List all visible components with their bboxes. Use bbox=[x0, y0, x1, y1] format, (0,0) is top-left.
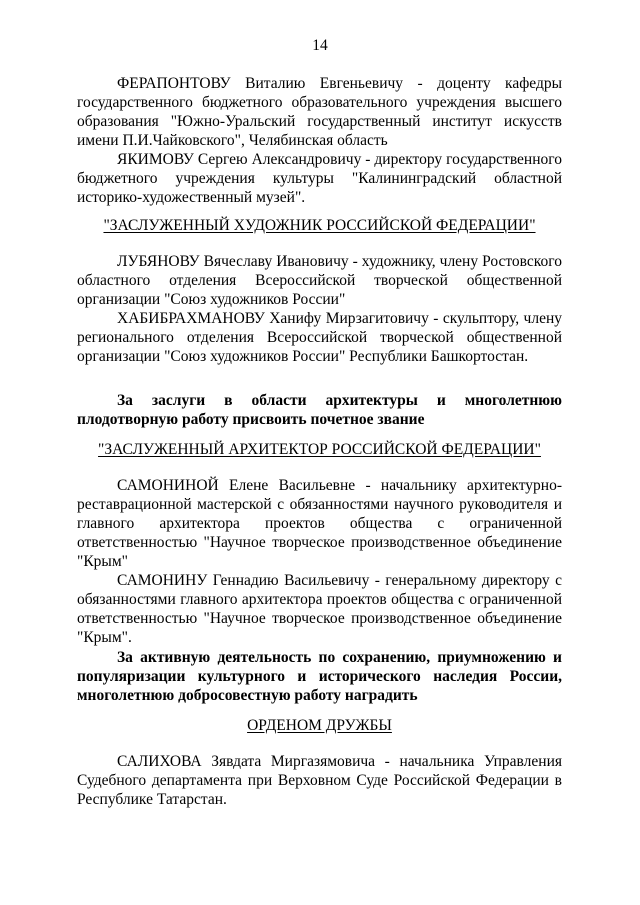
awardee-ferapontov: ФЕРАПОНТОВУ Виталию Евгеньевичу - доценту кафедры государственного бюджетного образовательного учреждения высшего образования "Южно-Уральский государственный институт искусств имени П.И.Чайковского", Челябинская область bbox=[77, 75, 562, 149]
decree-architecture bbox=[77, 391, 562, 429]
awardees-block-2 bbox=[77, 252, 562, 366]
title-order-of-friendship-text: ОРДЕНОМ ДРУЖБЫ bbox=[247, 717, 392, 734]
awardee-khabibrakhmanov: ХАБИБРАХМАНОВУ Ханифу Мирзагитовичу - скульптору, члену регионального отделения Всероссийской творческой общественной организации "Союз художников России" Республики Башкортостан. bbox=[77, 310, 562, 365]
awardee-samonina: САМОНИНОЙ Елене Васильевне - начальнику архитектурно-реставрационной мастерской с обязанностями научного руководителя и главного архитектора проектов общества с ограниченной ответственностью "Научное творческое производственное объединение "Крым" bbox=[77, 477, 562, 570]
awardees-block-1 bbox=[77, 74, 562, 207]
title-honored-artist bbox=[77, 216, 562, 235]
decree-architecture-text: За заслуги в области архитектуры и многолетнюю плодотворную работу присвоить почетное звание bbox=[77, 392, 562, 428]
awardee-samonin: САМОНИНУ Геннадию Васильевичу - генеральному директору с обязанностями главного архитектора проектов общества с ограниченной ответственностью "Научное творческое производственное объединение "Крым". bbox=[77, 572, 562, 646]
awardee-yakimov: ЯКИМОВУ Сергею Александровичу - директору государственного бюджетного учреждения культуры "Калининградский областной историко-художественный музей". bbox=[77, 151, 562, 206]
decree-order-text: За активную деятельность по сохранению, приумножению и популяризации культурного и исторического наследия России, многолетнюю добросовестную работу наградить bbox=[77, 649, 562, 704]
title-order-of-friendship bbox=[77, 716, 562, 735]
page-number: 14 bbox=[312, 37, 328, 54]
awardees-block-3 bbox=[77, 476, 562, 647]
decree-order bbox=[77, 648, 562, 705]
title-honored-architect-text: "ЗАСЛУЖЕННЫЙ АРХИТЕКТОР РОССИЙСКОЙ ФЕДЕРАЦИИ" bbox=[98, 441, 541, 458]
awardee-salikhov: САЛИХОВА Зявдата Миргазямовича - начальника Управления Судебного департамента при Верховном Суде Российской Федерации в Республике Татарстан. bbox=[77, 753, 562, 808]
awardee-lubyanov: ЛУБЯНОВУ Вячеславу Ивановичу - художнику, члену Ростовского областного отделения Всероссийской творческой общественной организации "Союз художников России" bbox=[77, 253, 562, 308]
title-honored-artist-text: "ЗАСЛУЖЕННЫЙ ХУДОЖНИК РОССИЙСКОЙ ФЕДЕРАЦИИ" bbox=[103, 217, 536, 234]
awardees-block-4 bbox=[77, 752, 562, 809]
title-honored-architect bbox=[77, 440, 562, 459]
